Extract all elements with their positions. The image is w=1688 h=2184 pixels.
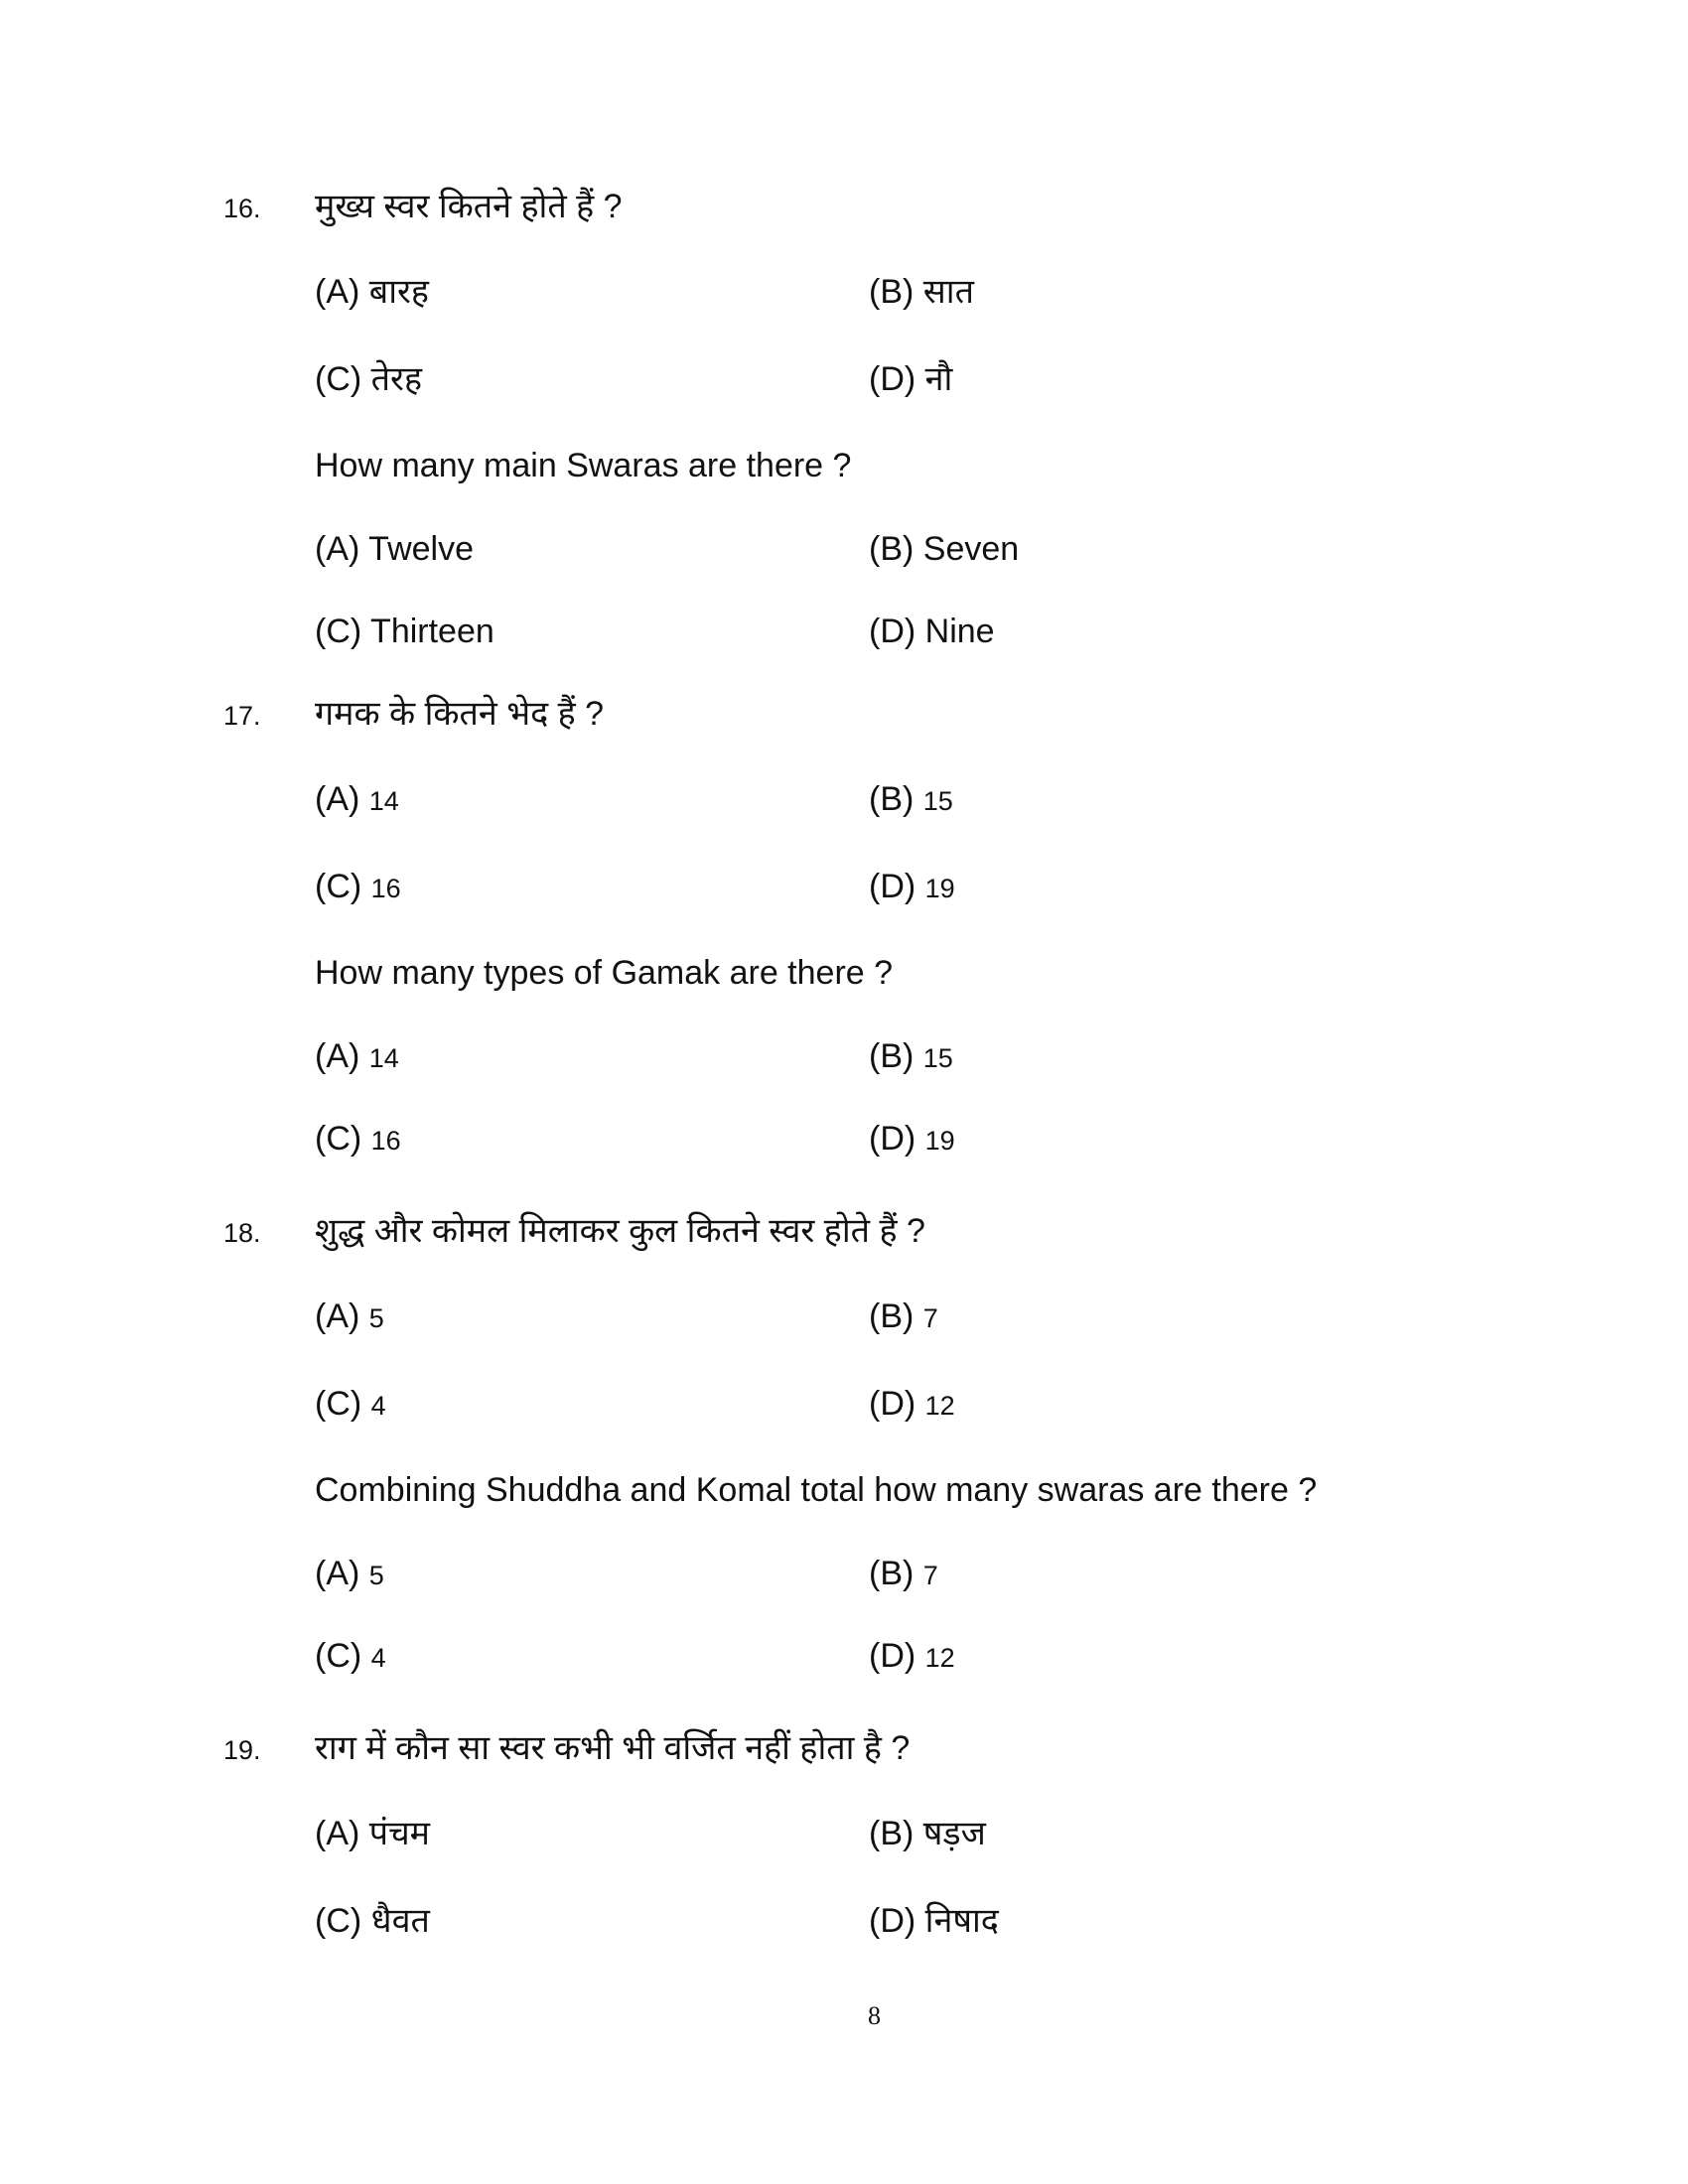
option-label: (D) (869, 360, 916, 398)
option-value: 12 (924, 1391, 955, 1421)
option-value: धैवत (370, 1902, 430, 1940)
option-b (869, 527, 1019, 571)
option-b (869, 777, 953, 821)
option-label: (C) (315, 613, 362, 650)
question-text-hindi: गमक के कितने भेद हैं ? (315, 695, 605, 733)
option-value: 19 (924, 1126, 955, 1156)
option-label: (B) (869, 1037, 914, 1075)
option-label: (B) (869, 780, 914, 818)
question-number: 18. (223, 1218, 261, 1248)
question-text-hindi: राग में कौन सा स्वर कभी भी वर्जित नहीं होता है ? (315, 1729, 911, 1767)
option-a (315, 1552, 384, 1595)
option-label: (C) (315, 1385, 362, 1423)
option-b (869, 1295, 938, 1338)
question-text-english: How many main Swaras are there ? (315, 447, 852, 484)
question-text-english: How many types of Gamak are there ? (315, 954, 894, 992)
option-label: (D) (869, 1637, 916, 1675)
option-label: (D) (869, 1120, 916, 1158)
option-c (315, 1634, 386, 1678)
question-number: 19. (223, 1735, 261, 1765)
option-value: नौ (924, 360, 953, 398)
option-a (315, 270, 429, 314)
option-label: (A) (315, 530, 360, 568)
option-label: (A) (315, 1555, 360, 1592)
option-value: बारह (368, 273, 429, 311)
option-value: 16 (370, 874, 401, 903)
option-value: 4 (370, 1643, 386, 1673)
option-a (315, 527, 474, 571)
option-c (315, 1382, 386, 1426)
option-d (869, 1382, 955, 1426)
option-value: Seven (922, 530, 1020, 568)
option-label: (A) (315, 1815, 360, 1852)
option-value: 5 (368, 1303, 384, 1333)
option-label: (C) (315, 868, 362, 905)
option-d (869, 1634, 955, 1678)
option-value: Thirteen (370, 613, 494, 650)
question-number: 16. (223, 194, 261, 223)
option-value: 19 (924, 874, 955, 903)
question-number: 17. (223, 701, 261, 731)
option-value: Twelve (368, 530, 474, 568)
option-d (869, 1117, 955, 1160)
option-d (869, 357, 952, 401)
option-label: (C) (315, 1637, 362, 1675)
option-label: (C) (315, 1902, 362, 1940)
option-label: (B) (869, 530, 914, 568)
option-value: 15 (922, 1043, 953, 1073)
option-label: (C) (315, 1120, 362, 1158)
option-c (315, 865, 401, 908)
option-value: 16 (370, 1126, 401, 1156)
option-value: 14 (368, 1043, 399, 1073)
option-value: 15 (922, 786, 953, 816)
option-c (315, 357, 422, 401)
option-label: (A) (315, 1037, 360, 1075)
option-label: (D) (869, 868, 916, 905)
option-value: 7 (922, 1303, 938, 1333)
option-c (315, 1899, 430, 1943)
option-label: (D) (869, 613, 916, 650)
option-value: 12 (924, 1643, 955, 1673)
option-d (869, 865, 955, 908)
option-label: (D) (869, 1902, 916, 1940)
option-a (315, 1812, 430, 1855)
option-c (315, 1117, 401, 1160)
option-value: निषाद (924, 1902, 999, 1940)
option-d (869, 1899, 999, 1943)
option-b (869, 1034, 953, 1078)
option-label: (C) (315, 360, 362, 398)
question-text-english: Combining Shuddha and Komal total how many swaras are there ? (315, 1471, 1318, 1509)
option-label: (D) (869, 1385, 916, 1423)
option-label: (B) (869, 1297, 914, 1335)
option-a (315, 777, 399, 821)
option-c (315, 610, 494, 653)
option-b (869, 270, 974, 314)
option-b (869, 1552, 938, 1595)
option-a (315, 1034, 399, 1078)
option-label: (B) (869, 1815, 914, 1852)
option-label: (B) (869, 1555, 914, 1592)
option-value: सात (922, 273, 974, 311)
question-text-hindi: शुद्ध और कोमल मिलाकर कुल कितने स्वर होते हैं ? (315, 1212, 925, 1250)
option-d (869, 610, 995, 653)
option-value: 14 (368, 786, 399, 816)
option-a (315, 1295, 384, 1338)
option-value: 7 (922, 1561, 938, 1590)
question-text-hindi: मुख्य स्वर कितने होते हैं ? (315, 188, 623, 225)
option-label: (B) (869, 273, 914, 311)
option-value: 5 (368, 1561, 384, 1590)
option-label: (A) (315, 273, 360, 311)
option-label: (A) (315, 780, 360, 818)
option-label: (A) (315, 1297, 360, 1335)
option-value: 4 (370, 1391, 386, 1421)
option-value: Nine (924, 613, 995, 650)
option-value: पंचम (368, 1815, 431, 1852)
option-value: षड़ज (922, 1815, 986, 1852)
page-number: 8 (868, 2001, 881, 2030)
option-b (869, 1812, 986, 1855)
option-value: तेरह (370, 360, 422, 398)
